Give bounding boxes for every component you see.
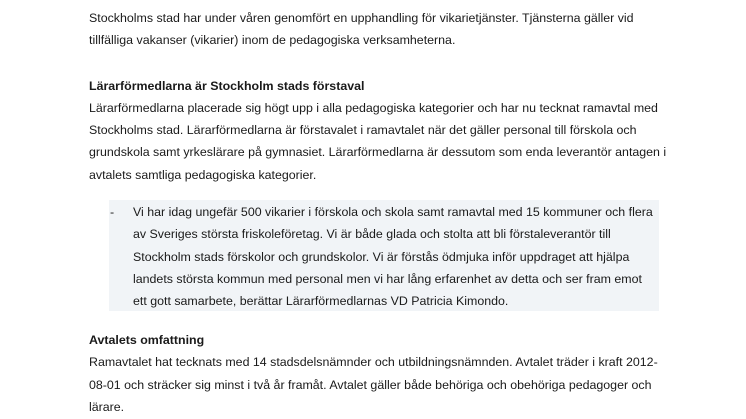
intro-paragraph: Stockholms stad har under våren genomfört en upphandling för vikarietjänster. Tjänsterna gäller vid tillfälliga vakanser (vikarier) inom de pedagogiska verksamheterna. (89, 11, 634, 48)
section-paragraph-forstaval: Lärarförmedlarna placerade sig högt upp i alla pedagogiska kategorier och har nu tecknat ramavtal med Stockholms stad. Lärarförmedlarna är förstavalet i ramavtalet när det gäller personal till förskola och grundskola samt yrkeslärare på gymnasiet. Lärarförmedlarna är dessutom som enda leverantör antagen i avtalets samtliga pedagogiska kategorier. (89, 100, 667, 182)
section-avtalets-omfattning (89, 329, 669, 418)
section-heading-forstaval: Lärarförmedlarna är Stockholm stads förstaval (89, 78, 365, 93)
quote-bullet: - (110, 205, 115, 219)
quote-text: Vi har idag ungefär 500 vikarier i förskola och skola samt ramavtal med 15 kommuner och flera av Sveriges största friskoleföretag. Vi är både glada och stolta att bli förstaleverantör till Stockholm stads förskolor och grundskolor. Vi är förstås ödmjuka inför uppdraget att hjälpa landets största kommun med personal men vi har lång erfarenhet av detta och ser fram emot ett gott samarbete, berättar Lärarförmedlarnas VD Patricia Kimondo. (133, 205, 653, 309)
document-body (89, 7, 669, 186)
section-paragraph-omfattning: Ramavtalet hat tecknats med 14 stadsdelsnämnder och utbildningsnämnden. Avtalet träder i kraft 2012-08-01 och sträcker sig minst i två år framåt. Avtalet gäller både behöriga och obehöriga pedagoger och lärare. (89, 355, 658, 414)
section-heading-omfattning: Avtalets omfattning (89, 333, 205, 347)
quote-block (109, 200, 659, 311)
